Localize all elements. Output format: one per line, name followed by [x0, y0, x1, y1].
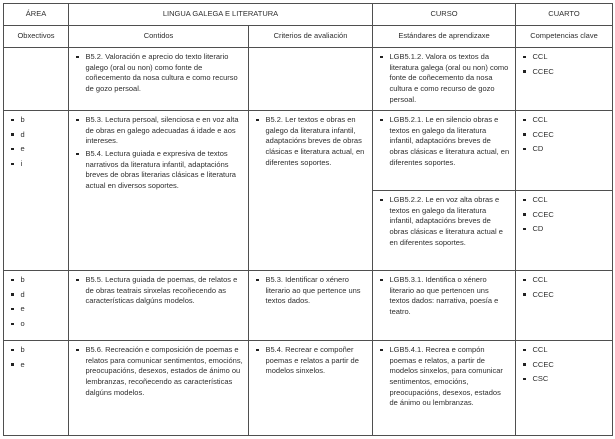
col-header-obxectivos: Obxectivos	[4, 26, 69, 48]
list-item	[379, 275, 510, 318]
list-item	[522, 52, 607, 63]
objective-letter: o	[20, 319, 25, 329]
criterion-text: B5.3. Identificar o xénero literario ao que pertence uns textos dados.	[265, 275, 361, 306]
bullet-icon	[380, 119, 383, 122]
bullet-icon	[523, 70, 526, 73]
bullet-icon	[523, 363, 526, 366]
cell-objectives	[4, 271, 69, 341]
list-item	[255, 345, 367, 377]
list-item	[522, 195, 607, 206]
content-text: B5.5. Lectura guiada de poemas, de relatos e de obras teatrais sinxelas recoñecendo as características dalgúns modelos.	[85, 275, 238, 306]
bullet-icon	[380, 279, 383, 282]
list-item	[522, 144, 607, 155]
cell-competencies	[516, 191, 613, 271]
objective-letter: b	[20, 115, 25, 125]
competency-code: CCL	[532, 115, 548, 125]
bullet-icon	[380, 349, 383, 352]
content-text: B5.2. Valoración e aprecio do texto literario galego (oral ou non) como fonte de coñecemento da nosa cultura e como recurso de gozo persoal.	[85, 52, 238, 93]
cell-competencies	[516, 111, 613, 191]
competency-code: CCL	[532, 195, 548, 205]
cell-objectives	[4, 48, 69, 111]
competency-code: CCL	[532, 345, 548, 355]
header-row-columns	[4, 26, 613, 48]
bullet-icon	[256, 119, 259, 122]
objective-letter: d	[20, 289, 25, 299]
cell-competencies	[516, 271, 613, 341]
list-item	[10, 304, 63, 315]
col-header-estandares: Estándares de aprendizaxe	[373, 26, 516, 48]
competency-code: CCEC	[532, 129, 554, 139]
list-item	[75, 149, 243, 192]
list-item	[10, 144, 63, 155]
cell-standards	[373, 111, 516, 191]
content-text: B5.6. Recreación e composición de poemas e relatos para comunicar sentimentos, emocións, preocupacións, desexos, estados de ánimo ou lembranzas, recoñecendo as características dalgúns modelos.	[85, 345, 243, 397]
criterion-text: B5.4. Recrear e compoñer poemas e relatos a partir de modelos sinxelos.	[265, 345, 359, 376]
content-text: B5.4. Lectura guiada e expresiva de textos narrativos da literatura infantil, adaptacións breves de obras literarias clásicas e literatura actual en diversos soportes.	[85, 149, 236, 191]
bullet-icon	[11, 323, 14, 326]
bullet-icon	[523, 213, 526, 216]
objective-letter: b	[20, 345, 25, 355]
bullet-icon	[11, 279, 14, 282]
list-item	[10, 290, 63, 301]
list-item	[10, 319, 63, 330]
list-item	[10, 159, 63, 170]
cell-standards	[373, 341, 516, 436]
header-course-value: CUARTO	[516, 4, 613, 26]
header-area: ÁREA	[4, 4, 69, 26]
bullet-icon	[523, 279, 526, 282]
bullet-icon	[523, 119, 526, 122]
col-header-contidos: Contidos	[69, 26, 249, 48]
competency-code: CCL	[532, 275, 548, 285]
list-item	[379, 345, 510, 409]
bullet-icon	[523, 293, 526, 296]
competency-code: CSC	[532, 374, 549, 384]
list-item	[522, 67, 607, 78]
criterion-text: B5.2. Ler textos e obras en galego da literatura infantil, adaptacións breves de obras clásicas e literatura actual, en diferentes soportes.	[265, 115, 365, 167]
cell-criteria	[249, 48, 373, 111]
cell-criteria	[249, 111, 373, 271]
bullet-icon	[256, 349, 259, 352]
bullet-icon	[523, 349, 526, 352]
bullet-icon	[76, 56, 79, 59]
header-course-label: CURSO	[373, 4, 516, 26]
competency-code: CCEC	[532, 359, 554, 369]
bullet-icon	[11, 293, 14, 296]
table-row	[4, 111, 613, 191]
competency-code: CCEC	[532, 66, 554, 76]
standard-text: LGB5.2.1. Le en silencio obras e textos en galego da literatura infantil, adaptacións breves de obras clásicas e literatura actual, en diferentes soportes.	[389, 115, 510, 167]
objective-letter: b	[20, 275, 25, 285]
cell-competencies	[516, 341, 613, 436]
bullet-icon	[11, 163, 14, 166]
bullet-icon	[11, 119, 14, 122]
list-item	[10, 345, 63, 356]
competency-code: CD	[532, 144, 544, 154]
bullet-icon	[11, 148, 14, 151]
list-item	[75, 275, 243, 307]
bullet-icon	[523, 228, 526, 231]
standard-text: LGB5.4.1. Recrea e compón poemas e relatos, a partir de modelos sinxelos, para comunicar sentimentos, emocións, preocupacións, desexos, estados de ánimo ou lembranzas.	[389, 345, 503, 408]
competency-code: CCL	[532, 52, 548, 61]
list-item	[379, 195, 510, 248]
col-header-competencias: Competencias clave	[516, 26, 613, 48]
list-item	[522, 224, 607, 235]
cell-objectives	[4, 111, 69, 271]
objective-letter: d	[20, 129, 25, 139]
list-item	[10, 275, 63, 286]
cell-standards	[373, 271, 516, 341]
bullet-icon	[523, 133, 526, 136]
table-row	[4, 271, 613, 341]
competency-code: CCEC	[532, 209, 554, 219]
list-item	[522, 345, 607, 356]
cell-standards	[373, 48, 516, 111]
list-item	[379, 115, 510, 168]
header-subject: LINGUA GALEGA E LITERATURA	[69, 4, 373, 26]
objective-letter: e	[20, 144, 25, 154]
standard-text: LGB5.2.2. Le en voz alta obras e textos en galego da literatura infantil, adaptacións breves de obras clásicas e literatura actual e en diferentes soportes.	[389, 195, 503, 247]
bullet-icon	[76, 153, 79, 156]
bullet-icon	[380, 199, 383, 202]
bullet-icon	[11, 363, 14, 366]
list-item	[522, 374, 607, 385]
cell-standards	[373, 191, 516, 271]
objective-letter: e	[20, 304, 25, 314]
bullet-icon	[256, 279, 259, 282]
bullet-icon	[380, 56, 383, 59]
list-item	[75, 115, 243, 147]
col-header-criterios: Criterios de avaliación	[249, 26, 373, 48]
list-item	[75, 52, 243, 95]
standard-text: LGB5.1.2. Valora os textos da literatura galega (oral ou non) como fonte de coñecemento da nosa cultura e como recurso de gozo persoal.	[389, 52, 509, 104]
list-item	[379, 52, 510, 105]
table-row	[4, 341, 613, 436]
bullet-icon	[523, 199, 526, 202]
bullet-icon	[76, 349, 79, 352]
cell-contents	[69, 271, 249, 341]
bullet-icon	[11, 349, 14, 352]
cell-objectives	[4, 341, 69, 436]
objective-letter: i	[20, 159, 23, 169]
bullet-icon	[523, 148, 526, 151]
header-row-area	[4, 4, 613, 26]
list-item	[255, 275, 367, 307]
cell-competencies	[516, 48, 613, 111]
list-item	[522, 290, 607, 301]
list-item	[10, 130, 63, 141]
objective-letter: e	[20, 359, 25, 369]
content-text: B5.3. Lectura persoal, silenciosa e en voz alta de obras en galego adecuadas á idade e aos intereses.	[85, 115, 239, 146]
list-item	[75, 345, 243, 398]
cell-contents	[69, 48, 249, 111]
list-item	[522, 115, 607, 126]
cell-contents	[69, 341, 249, 436]
list-item	[522, 210, 607, 221]
list-item	[255, 115, 367, 168]
standard-text: LGB5.3.1. Identifica o xénero literario ao que pertencen uns textos dados: narrativa, poesía e teatro.	[389, 275, 499, 317]
competency-code: CCEC	[532, 289, 554, 299]
bullet-icon	[11, 133, 14, 136]
list-item	[522, 360, 607, 371]
bullet-icon	[76, 279, 79, 282]
bullet-icon	[523, 378, 526, 381]
bullet-icon	[76, 119, 79, 122]
list-item	[10, 360, 63, 371]
list-item	[522, 275, 607, 286]
table-row	[4, 48, 613, 111]
list-item	[522, 130, 607, 141]
cell-criteria	[249, 271, 373, 341]
bullet-icon	[523, 56, 526, 59]
curriculum-table	[3, 3, 613, 436]
list-item	[10, 115, 63, 126]
bullet-icon	[11, 308, 14, 311]
competency-code: CD	[532, 224, 544, 234]
cell-contents	[69, 111, 249, 271]
cell-criteria	[249, 341, 373, 436]
